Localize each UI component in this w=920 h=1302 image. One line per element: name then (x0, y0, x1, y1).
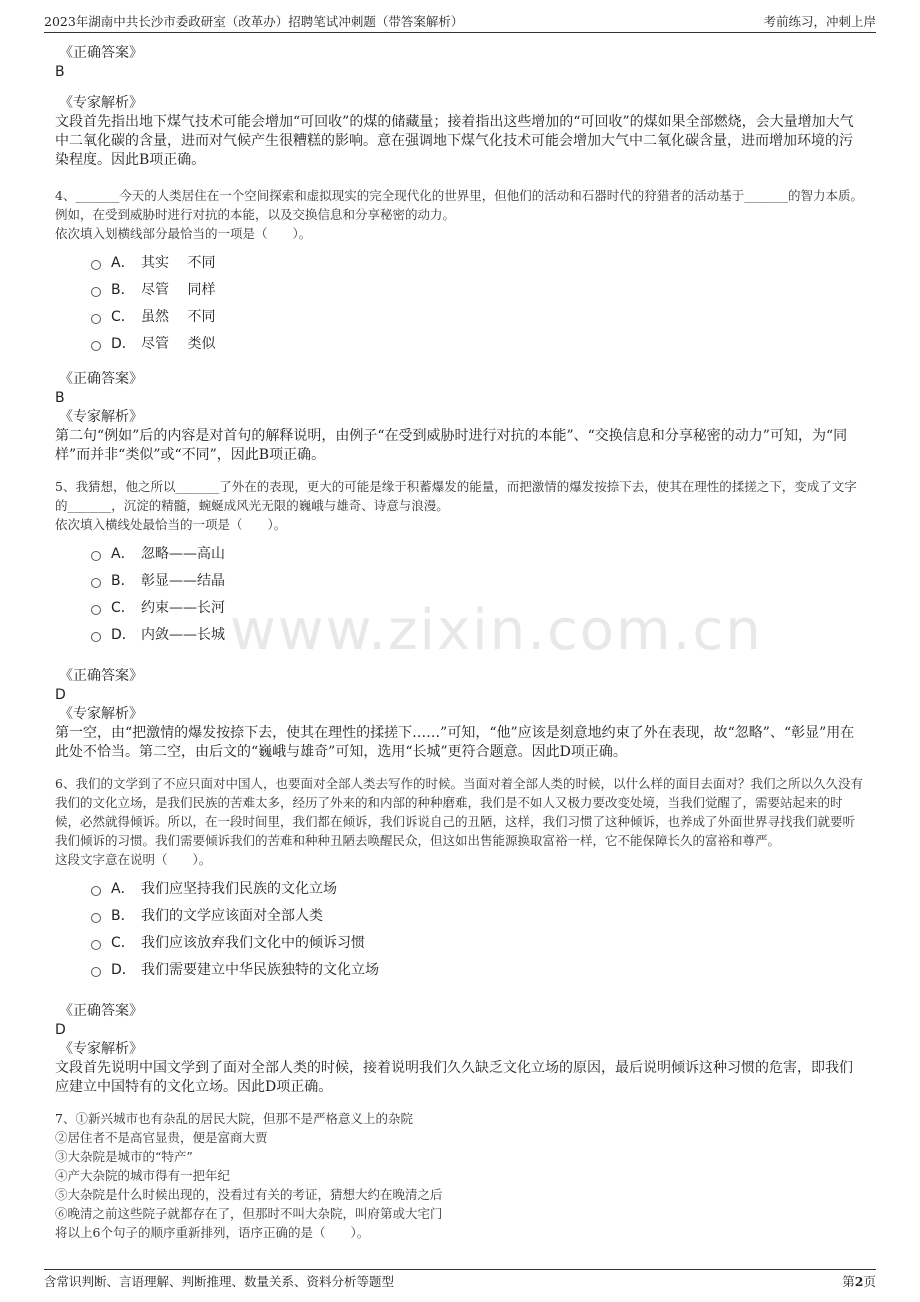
q4-answer: B (55, 390, 65, 406)
q5-option-d[interactable]: D． 内敛——长城 (91, 620, 865, 647)
radio-icon[interactable] (91, 551, 101, 561)
q5-options (91, 539, 865, 647)
q6-option-a[interactable]: A． 我们应坚持我们民族的文化立场 (91, 874, 865, 901)
q7-line: ⑥晚清之前这些院子就都存在了，但那时不叫大杂院，叫府第或大宅门 (55, 1206, 443, 1221)
q5-option-c[interactable]: C． 约束——长河 (91, 593, 865, 620)
analysis-label: 《专家解析》 (59, 1041, 143, 1057)
q3-analysis: 文段首先指出地下煤气技术可能会增加“可回收”的煤的储藏量；接着指出这些增加的“可回收”的煤如果全部燃烧，会大量增加大气中二氧化碳的含量，进而对气候产生很糟糕的影响。意在强调地下煤气化技术可能会增加大气中二氧化碳含量，进而增加环境的污染程度。因此B项正确。 (55, 114, 854, 168)
watermark: www.zixin.com.cn (230, 598, 763, 663)
answer-label: 《正确答案》 (59, 668, 143, 684)
radio-icon[interactable] (91, 341, 101, 351)
radio-icon[interactable] (91, 605, 101, 615)
q7-line: 7、①新兴城市也有杂乱的居民大院，但那不是严格意义上的杂院 (55, 1111, 413, 1126)
q7-line: ③大杂院是城市的“特产” (55, 1149, 193, 1164)
q6-option-d[interactable]: D． 我们需要建立中华民族独特的文化立场 (91, 955, 865, 982)
radio-icon[interactable] (91, 913, 101, 923)
answer-label: 《正确答案》 (59, 1003, 143, 1019)
footer-topics: 含常识判断、言语理解、判断推理、数量关系、资料分析等题型 (44, 1274, 395, 1289)
q7-line: ④产大杂院的城市得有一把年纪 (55, 1168, 231, 1183)
q7-line: ⑤大杂院是什么时候出现的，没看过有关的考证，猜想大约在晚清之后 (55, 1187, 443, 1202)
q4-stem: 4、_______今天的人类居住在一个空间探索和虚拟现实的完全现代化的世界里，但他们的活动和石器时代的狩猎者的活动基于_______的智力本质。例如，在受到威胁时进行对抗的本能，以及交换信息和分享秘密的动力。 (55, 188, 863, 222)
analysis-label: 《专家解析》 (59, 409, 143, 425)
page-number: 第2页 (842, 1274, 876, 1289)
q6-analysis: 文段首先说明中国文学到了面对全部人类的时候，接着说明我们久久缺乏文化立场的原因，最后说明倾诉这种习惯的危害，即我们应建立中国特有的文化立场。因此D项正确。 (55, 1060, 853, 1095)
q4-option-d[interactable]: D． 尽管 类似 (91, 329, 865, 356)
q7-line: ②居住者不是高官显贵，便是富商大贾 (55, 1130, 268, 1145)
radio-icon[interactable] (91, 940, 101, 950)
document-title: 2023年湖南中共长沙市委政研室（改革办）招聘笔试冲刺题（带答案解析） (44, 14, 464, 29)
q5-prompt: 依次填入横线处最恰当的一项是（ ）。 (55, 517, 287, 532)
q4-option-b[interactable]: B． 尽管 同样 (91, 275, 865, 302)
q4-options (91, 248, 865, 356)
radio-icon[interactable] (91, 632, 101, 642)
radio-icon[interactable] (91, 578, 101, 588)
q5-option-b[interactable]: B． 彰显——结晶 (91, 566, 865, 593)
header-slogan: 考前练习，冲刺上岸 (763, 14, 876, 29)
q3-answer: B (55, 64, 65, 80)
radio-icon[interactable] (91, 886, 101, 896)
page-header (44, 10, 876, 33)
answer-label: 《正确答案》 (59, 371, 143, 387)
q6-option-b[interactable]: B． 我们的文学应该面对全部人类 (91, 901, 865, 928)
q6-stem: 6、我们的文学到了不应只面对中国人，也要面对全部人类去写作的时候。当面对着全部人类的时候，以什么样的面目去面对？我们之所以久久没有我们的文化立场，是我们民族的苦难太多，经历了外来的和内部的种种磨难，我们是不如人又极力要改变处境，当我们觉醒了，需要站起来的时候，必然就得倾诉。所以，在一段时间里，我们都在倾诉，我们诉说自己的丑陋，这样，我们习惯了这种倾诉，也养成了外面世界寻找我们就要听我们倾诉的习惯。我们需要倾诉我们的苦难和种种丑陋去唤醒民众，但这如出售能源换取富裕一样，它不能保障长久的富裕和尊严。 (55, 776, 863, 848)
q4-option-a[interactable]: A． 其实 不同 (91, 248, 865, 275)
radio-icon[interactable] (91, 260, 101, 270)
radio-icon[interactable] (91, 287, 101, 297)
q6-options (91, 874, 865, 982)
q5-stem: 5、我猜想，他之所以_______了外在的表现，更大的可能是缘于积蓄爆发的能量，而把激情的爆发按捺下去，使其在理性的揉搓之下，变成了文字的_______，沉淀的精髓，蜿蜒成风光无限的巍峨与雄奇、诗意与浪漫。 (55, 479, 857, 513)
radio-icon[interactable] (91, 967, 101, 977)
q6-prompt: 这段文字意在说明（ ）。 (55, 852, 212, 867)
analysis-label: 《专家解析》 (59, 706, 143, 722)
q5-analysis: 第一空，由“把激情的爆发按捺下去，使其在理性的揉搓下……”可知，“他”应该是刻意地约束了外在表现，故“忽略”、“彰显”用在此处不恰当。第二空，由后文的“巍峨与雄奇”可知，选用“长城”更符合题意。因此D项正确。 (55, 725, 855, 760)
q4-option-c[interactable]: C． 虽然 不同 (91, 302, 865, 329)
page-footer (44, 1269, 876, 1292)
q5-option-a[interactable]: A． 忽略——高山 (91, 539, 865, 566)
q6-answer: D (55, 1022, 66, 1038)
q4-analysis: 第二句“例如”后的内容是对首句的解释说明，由例子“在受到威胁时进行对抗的本能”、“交换信息和分享秘密的动力”可知，为“同样”而并非“类似”或“不同”，因此B项正确。 (55, 428, 848, 463)
q7-prompt: 将以上6个句子的顺序重新排列，语序正确的是（ ）。 (55, 1225, 370, 1240)
q6-option-c[interactable]: C． 我们应该放弃我们文化中的倾诉习惯 (91, 928, 865, 955)
radio-icon[interactable] (91, 314, 101, 324)
answer-label: 《正确答案》 (59, 45, 143, 61)
q5-answer: D (55, 687, 66, 703)
analysis-label: 《专家解析》 (59, 95, 143, 111)
q4-prompt: 依次填入划横线部分最恰当的一项是（ ）。 (55, 226, 312, 241)
document-body (55, 44, 865, 1242)
